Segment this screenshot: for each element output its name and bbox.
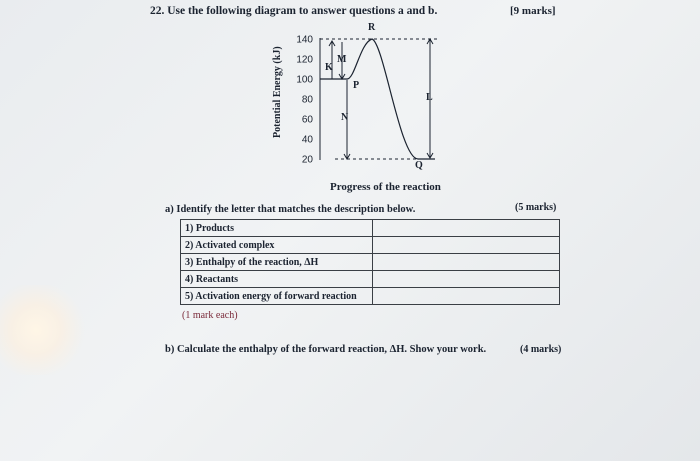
label-k: K [325, 62, 333, 73]
y-tick-label: 20 [301, 154, 313, 166]
row-description: 1) Products [181, 220, 373, 237]
y-tick-label: 40 [301, 134, 313, 146]
answer-cell[interactable] [373, 288, 560, 305]
answer-cell[interactable] [373, 237, 560, 254]
row-description: 4) Reactants [181, 271, 373, 288]
label-l: L [426, 92, 433, 103]
answer-cell[interactable] [373, 254, 560, 271]
label-m: M [337, 54, 347, 65]
y-axis-label: Potential Energy (kJ) [272, 46, 283, 138]
y-tick-label: 60 [301, 114, 313, 126]
question-marks: [9 marks] [510, 5, 556, 17]
x-axis-label: Progress of the reaction [330, 181, 441, 193]
table-row [181, 271, 560, 288]
part-b-marks: (4 marks) [520, 344, 562, 355]
part-a-marks: (5 marks) [515, 202, 557, 213]
y-tick-label: 80 [301, 94, 313, 106]
light-glare [0, 285, 90, 375]
label-n: N [341, 112, 349, 123]
y-tick-label: 100 [296, 74, 313, 86]
table-row [181, 237, 560, 254]
answer-cell[interactable] [373, 220, 560, 237]
row-description: 2) Activated complex [181, 237, 373, 254]
answer-table [180, 219, 560, 305]
table-row [181, 220, 560, 237]
part-b-label: b) Calculate the enthalpy of the forward reaction, ΔH. Show your work. [165, 344, 487, 355]
y-tick-label: 120 [296, 54, 313, 66]
label-q: Q [415, 160, 423, 171]
answer-cell[interactable] [373, 271, 560, 288]
part-a-label: a) Identify the letter that matches the description below. [165, 204, 416, 215]
row-description: 5) Activation energy of forward reaction [181, 288, 373, 305]
question-title: 22. Use the following diagram to answer questions a and b. [150, 5, 438, 17]
energy-diagram [250, 20, 450, 198]
table-row [181, 254, 560, 271]
label-p: P [353, 80, 360, 91]
mark-note: (1 mark each) [182, 310, 238, 321]
y-tick-label: 140 [296, 34, 313, 46]
table-row [181, 288, 560, 305]
row-description: 3) Enthalpy of the reaction, ΔH [181, 254, 373, 271]
label-r: R [368, 22, 376, 33]
